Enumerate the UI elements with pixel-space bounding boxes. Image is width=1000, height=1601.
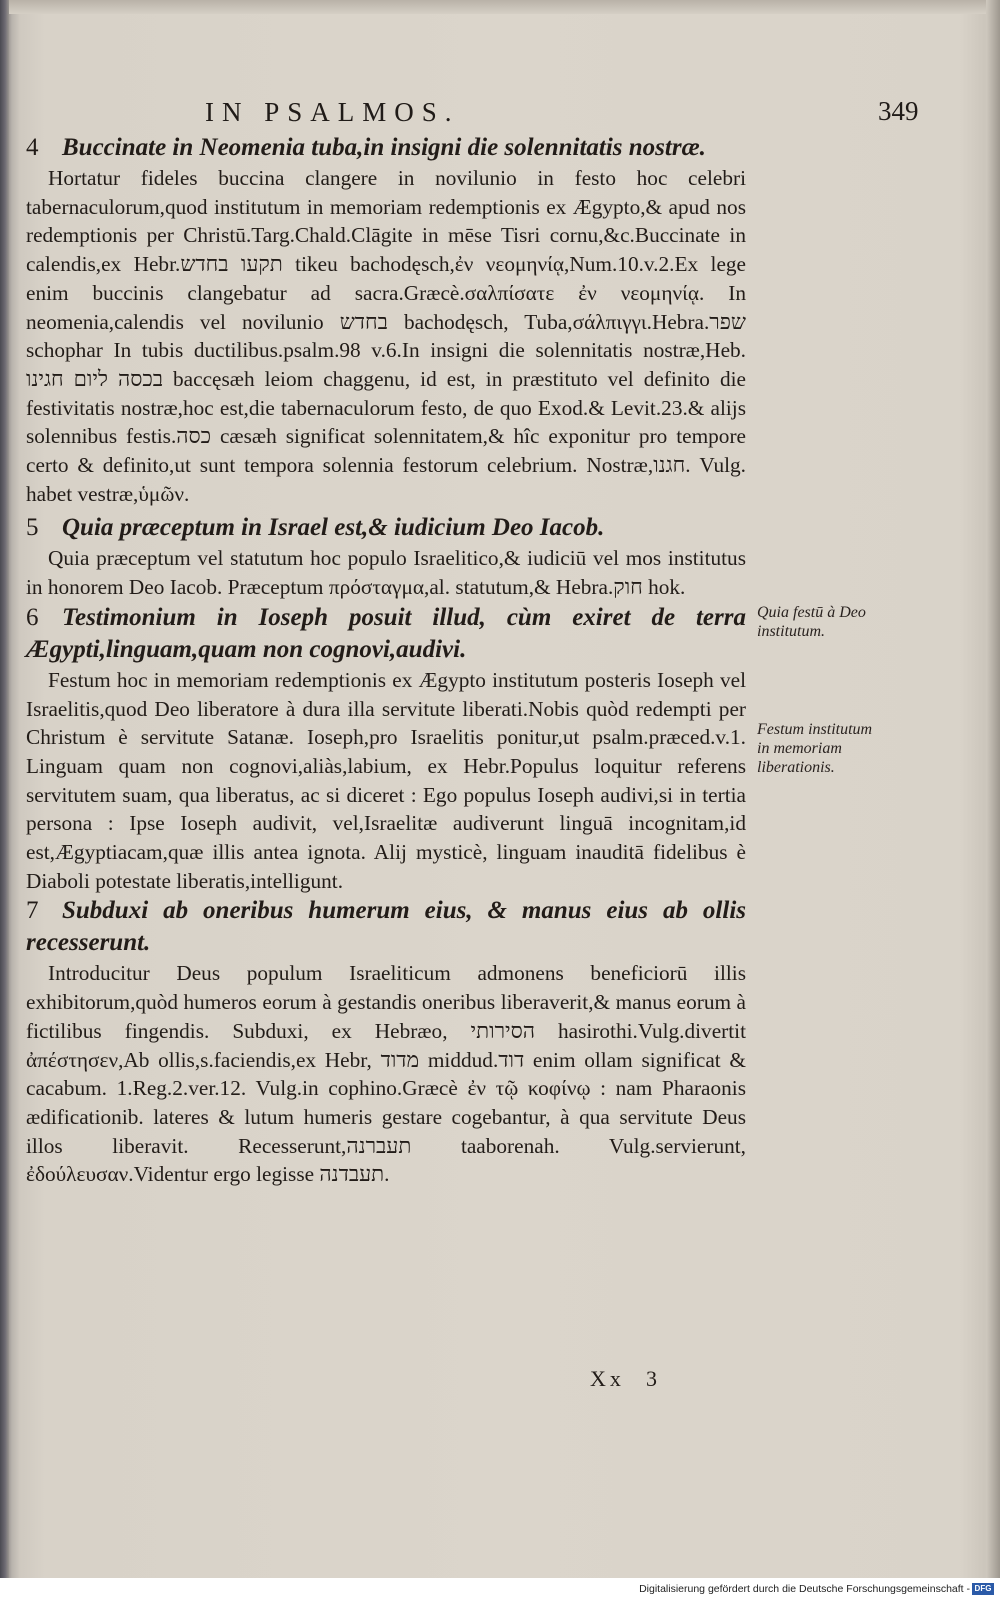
verse-text: Subduxi ab oneribus humerum eius, & manus eius ab ollis recesserunt.: [26, 897, 746, 957]
verse-number: 6: [26, 603, 39, 631]
running-head: IN PSALMOS.: [205, 97, 460, 127]
margin-note: Quia festū à Deo institutum.: [757, 604, 866, 640]
dfg-logo: DFG: [972, 1583, 994, 1595]
verse-number: 5: [26, 514, 39, 542]
catchword: Xx: [590, 1366, 625, 1391]
verse-6: [26, 602, 746, 666]
page-binding-edge: [0, 0, 9, 1578]
main-text-block: [26, 132, 746, 1189]
commentary-paragraph: Introducitur Deus populum Israeliticum admonens beneficiorū illis exhibitorum,quòd humeros eorum à gestandis oneribus liberaverit,& manus eorum à fictilibus fingendis. Subduxi, ex Hebræo, הסירותי hasirothi.Vulg.divertit ἀπέστησεν,Ab ollis,s.faciendis,ex Hebr, מדוד middud.דוד enim ollam significat & cacabum. 1.Reg.2.ver.12. Vulg.in cophino.Græcè ἐν τῷ κοφίνῳ : nam Pharaonis ædificationib. lateres & lutum humeris gestare cogebantur, à qua servitute Deus illos liberavit. Recesserunt,תעברנה taaborenah. Vulg.servierunt, ἐδούλευσαν.Videntur ergo legisse תעבדנה.: [26, 961, 747, 1187]
footer-credit: Digitalisierung gefördert durch die Deutsche Forschungsgemeinschaft -: [639, 1583, 970, 1595]
verse-text: Testimonium in Ioseph posuit illud, cùm exiret de terra Ægypti,linguam,quam non cognovi,audivi.: [26, 603, 746, 663]
verse-5: [26, 512, 746, 544]
verse-text: Buccinate in Neomenia tuba,in insigni die solennitatis nostræ.: [62, 134, 706, 161]
page-top-edge: [0, 0, 1000, 14]
verse-number: 4: [26, 134, 39, 161]
signature-mark: 3: [646, 1366, 657, 1391]
commentary-paragraph: Quia præceptum vel statutum hoc populo Israelitico,& iudiciū vel mos institutus in honorem Deo Iacob. Præceptum πρόσταγμα,al. statutum,& Hebra.חוק hok.: [26, 546, 746, 600]
verse-4: [26, 132, 746, 164]
commentary-paragraph: Festum hoc in memoriam redemptionis ex Ægypto institutum posteris Ioseph vel Israelitis,quod Deo liberatore à dura illa servitute liberati.Nobis quòd redempti per Christum è servitute Satanæ. Ioseph,pro Israelitis ponitur,ut psalm.præced.v.1. Linguam quam non cognovi,aliàs,labium, ex Hebr.Populus loquitur referens servitutem suam, qua liberatus, ac si diceret : Ego populus Ioseph audivi,si in tertia persona : Ipse Ioseph audivit, vel,Israelitæ audiverunt linguā incognitam,id est,Ægyptiacam,quæ illis antea ignota. Alij mysticè, linguam inauditā fidelibus è Diaboli potestate liberatis,intelligunt.: [26, 667, 746, 893]
verse-text: Quia præceptum in Israel est,& iudicium Deo Iacob.: [62, 514, 605, 542]
verse-7: [26, 895, 746, 959]
page-number: 349: [878, 96, 919, 126]
commentary-paragraph: Hortatur fideles buccina clangere in novilunio in festo hoc celebri tabernaculorum,quod institutum in memoriam redemptionis ex Ægypto,& apud nos redemptionis per Christū.Targ.Chald.Clāgite in mēse Tisri cornu,&c.Buccinate in calendis,ex Hebr.תקעו בחדש tikeu bachodęsch,ἐν νεομηνίᾳ,Num.10.v.2.Ex lege enim buccinis clangebatur ad sacra.Græcè.σαλπίσατε ἐν νεομηνίᾳ. In neomenia,calendis vel novilunio בחדש bachodęsch, Tuba,σάλπιγγι.Hebra.שפר schophar In tubis ductilibus.psalm.98 v.6.In insigni die solennitatis nostræ,Heb. בכסה ליום חגינו baccęsæh leiom chaggenu, id est, in præstituto vel definito die festivitatis nostræ,hoc est,die tabernaculorum festo, de quo Exod.& Levit.23.& alijs solennibus festis.כסה cæsæh significat solennitatem,& hîc exponitur pro tempore certo & definito,ut sunt tempora solennia festorum celebrium. Nostræ,חגנו. Vulg. habet vestræ,ὑμῶν.: [26, 166, 746, 506]
verse-number: 7: [26, 897, 39, 925]
margin-note: Festum institutum in memoriam liberationis.: [757, 721, 873, 776]
page-right-edge: [986, 0, 1000, 1578]
